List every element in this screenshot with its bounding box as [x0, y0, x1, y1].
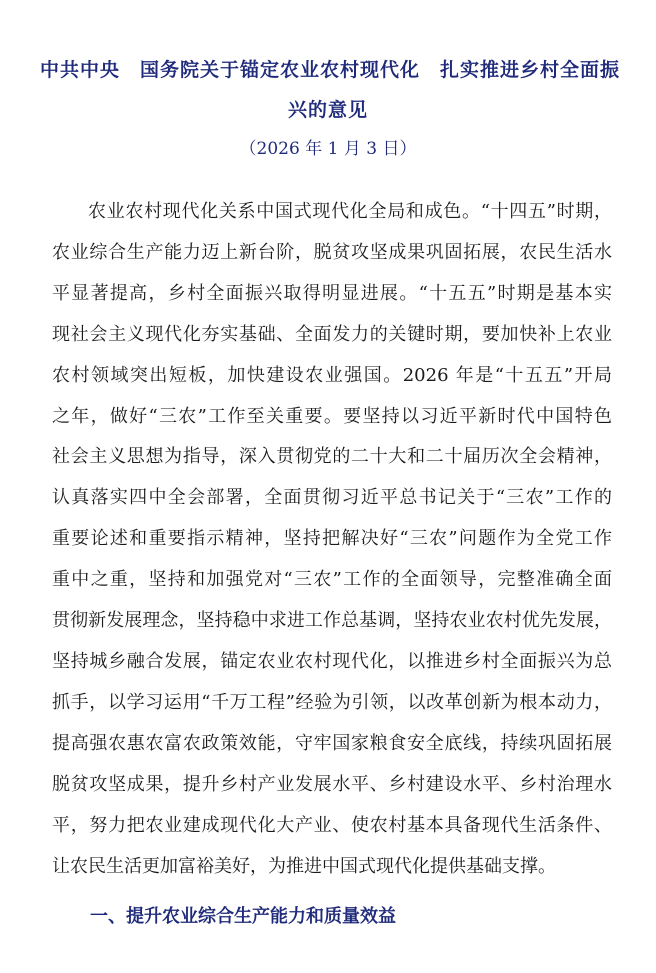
- paragraph-line: 抓手，以学习运用“千万工程”经验为引领，以改革创新为根本动力，: [52, 691, 612, 713]
- paragraph-line: 农业农村现代化关系中国式现代化全局和成色。“十四五”时期，: [88, 201, 612, 222]
- paragraph-line: 现社会主义现代化夯实基础、全面发力的关键时期，要加快补上农业: [52, 323, 612, 345]
- paragraph-line: 农村领域突出短板，加快建设农业强国。2026 年是“十五五”开局: [52, 364, 612, 386]
- paragraph-line: 重要论述和重要指示精神，坚持把解决好“三农”问题作为全党工作: [52, 528, 612, 550]
- document-title: [40, 50, 621, 130]
- paragraph-line: 认真落实四中全会部署，全面贯彻习近平总书记关于“三农”工作的: [52, 487, 612, 509]
- paragraph-line: 脱贫攻坚成果，提升乡村产业发展水平、乡村建设水平、乡村治理水: [52, 773, 612, 795]
- paragraph-line: 平显著提高，乡村全面振兴取得明显进展。“十五五”时期是基本实: [52, 282, 612, 304]
- paragraph-line: 坚持城乡融合发展，锚定农业农村现代化，以推进乡村全面振兴为总: [52, 650, 612, 672]
- paragraph-line: 贯彻新发展理念，坚持稳中求进工作总基调，坚持农业农村优先发展，: [52, 610, 612, 632]
- paragraph-line: 之年，做好“三农”工作至关重要。要坚持以习近平新时代中国特色: [52, 405, 612, 427]
- paragraph-line: 平，努力把农业建成现代化大产业、使农村基本具备现代生活条件、: [52, 814, 612, 836]
- paragraph-line: 提高强农惠农富农政策效能，守牢国家粮食安全底线，持续巩固拓展: [52, 732, 612, 754]
- paragraph-line: 让农民生活更加富裕美好，为推进中国式现代化提供基础支撑。: [52, 855, 556, 877]
- section-heading: 一、提升农业综合生产能力和质量效益: [90, 906, 396, 927]
- paragraph-line: 农业综合生产能力迈上新台阶，脱贫攻坚成果巩固拓展，农民生活水: [52, 241, 612, 263]
- title-line-2: 兴的意见: [287, 99, 368, 121]
- body-paragraph: [52, 192, 612, 887]
- paragraph-line: 社会主义思想为指导，深入贯彻党的二十大和二十届历次全会精神，: [52, 446, 612, 468]
- paragraph-line: 重中之重，坚持和加强党对“三农”工作的全面领导，完整准确全面: [52, 569, 612, 591]
- document-date: （2026 年 1 月 3 日）: [239, 139, 417, 159]
- title-line-1: 中共中央 国务院关于锚定农业农村现代化 扎实推进乡村全面振: [40, 59, 621, 81]
